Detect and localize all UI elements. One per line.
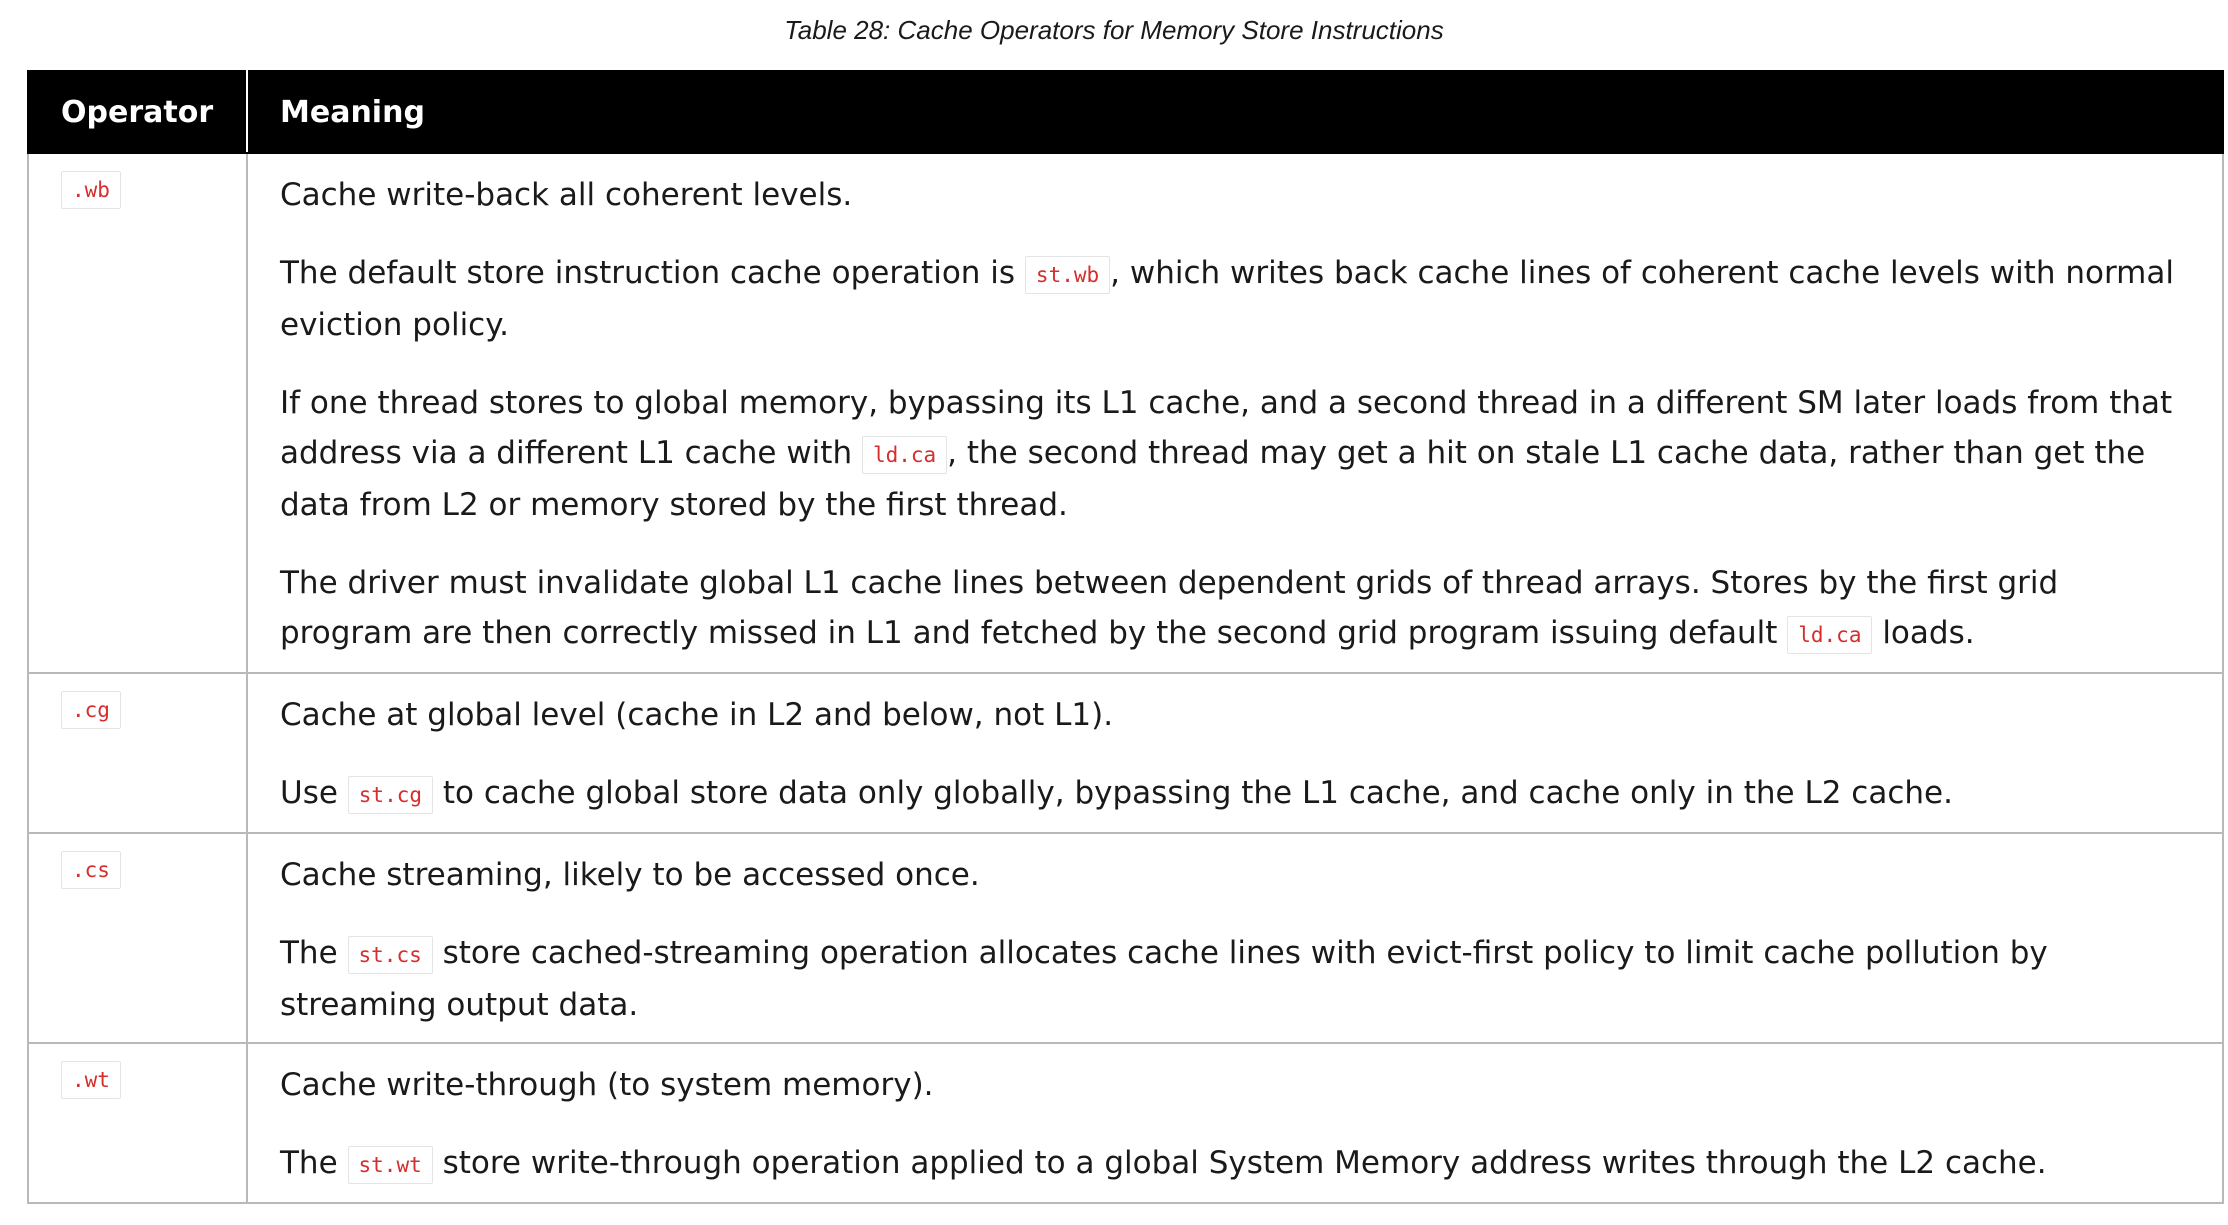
inline-code: ld.ca (1787, 616, 1872, 654)
meaning-paragraph (280, 248, 2188, 350)
inline-code: st.cg (348, 776, 433, 814)
inline-code: ld.ca (862, 436, 947, 474)
table-row (28, 673, 2223, 833)
meaning-paragraph (280, 928, 2188, 1030)
paragraph-text: Cache write-back all coherent levels. (280, 177, 853, 213)
meaning-paragraph (280, 170, 2188, 220)
operator-code: .wt (61, 1061, 121, 1099)
paragraph-text: , the second thread may get a hit on stale L1 cache data, rather than get the data from L2 or memory stored by the first thread. (280, 435, 2146, 523)
table-header (28, 71, 2223, 153)
meaning-paragraph (280, 850, 2188, 900)
paragraph-text: store cached-streaming operation allocates cache lines with evict-first policy to limit cache pollution by streaming output data. (280, 935, 2048, 1023)
header-row (28, 71, 2223, 153)
meaning-cell (247, 1043, 2223, 1203)
operator-cell (28, 673, 247, 833)
paragraph-text: Cache at global level (cache in L2 and below, not L1). (280, 697, 1114, 733)
table-row (28, 833, 2223, 1043)
operator-code: .cg (61, 691, 121, 729)
meaning-paragraph (280, 558, 2188, 660)
inline-code: st.wb (1025, 256, 1110, 294)
meaning-cell (247, 833, 2223, 1043)
paragraph-text: loads. (1872, 615, 1975, 651)
inline-code: st.cs (348, 936, 433, 974)
meaning-cell (247, 673, 2223, 833)
paragraph-text: The default store instruction cache operation is (280, 255, 1025, 291)
operator-cell (28, 1043, 247, 1203)
meaning-paragraph (280, 768, 2188, 820)
paragraph-text: The driver must invalidate global L1 cache lines between dependent grids of thread arrays. Stores by the first grid program are then correctly missed in L1 and fetched by the second grid program issuing default (280, 565, 2059, 651)
meaning-paragraph (280, 690, 2188, 740)
paragraph-text: , which writes back cache lines of coherent cache levels with normal eviction policy. (280, 255, 2174, 343)
paragraph-text: store write-through operation applied to a global System Memory address writes through the L2 cache. (432, 1145, 2047, 1181)
inline-code: st.wt (348, 1146, 433, 1184)
paragraph-text: Cache streaming, likely to be accessed once. (280, 857, 980, 893)
header-meaning: Meaning (247, 71, 2223, 153)
operator-code: .wb (61, 171, 121, 209)
meaning-cell (247, 153, 2223, 673)
paragraph-text: The (280, 1145, 348, 1181)
paragraph-text: If one thread stores to global memory, bypassing its L1 cache, and a second thread in a different SM later loads from that address via a different L1 cache with (280, 385, 2173, 471)
table-row (28, 1043, 2223, 1203)
paragraph-text: to cache global store data only globally, bypassing the L1 cache, and cache only in the L2 cache. (433, 775, 1953, 811)
operator-cell (28, 833, 247, 1043)
operator-cell (28, 153, 247, 673)
paragraph-text: Use (280, 775, 348, 811)
table-caption: Table 28: Cache Operators for Memory Store Instructions (784, 14, 1444, 45)
meaning-paragraph (280, 1138, 2188, 1190)
table-row (28, 153, 2223, 673)
header-operator: Operator (28, 71, 247, 153)
paragraph-text: Cache write-through (to system memory). (280, 1067, 934, 1103)
operator-code: .cs (61, 851, 121, 889)
paragraph-text: The (280, 935, 348, 971)
meaning-paragraph (280, 378, 2188, 530)
meaning-paragraph (280, 1060, 2188, 1110)
cache-operators-table (27, 70, 2224, 1204)
